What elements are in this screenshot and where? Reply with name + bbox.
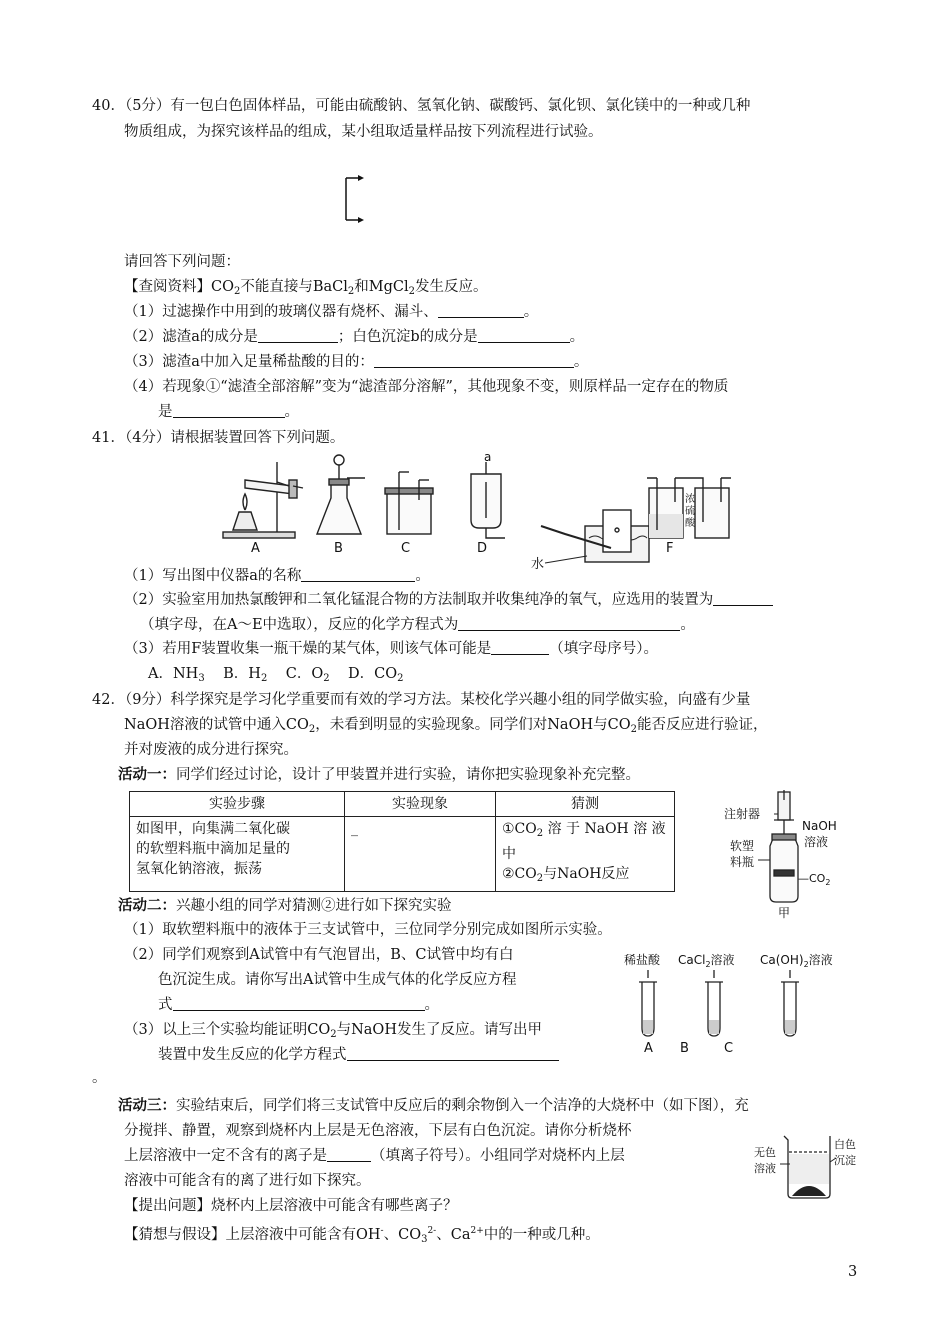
acid-label-2: 硫 [685,506,695,517]
tube-a: A [644,1041,653,1056]
answer-blank[interactable] [374,353,574,368]
table-cell-step: 如图甲，向集满二氧化碳 的软塑料瓶中滴加足量的 氢氧化钠溶液，振荡 [130,817,345,892]
apparatus-d [471,462,505,538]
apparatus-e [541,510,649,562]
q41-sub2b: （填字母，在A～E中选取），反应的化学方程式为 。 [140,617,695,633]
q42-question: 【提出问题】烧杯内上层溶液中可能含有哪些离子？ [124,1198,458,1214]
water-label: 水 [531,557,545,572]
answer-blank[interactable] [478,328,570,343]
answer-blank[interactable] [713,591,773,606]
tube-c: C [724,1041,734,1056]
test-tubes-figure [620,948,850,1058]
q41-sub3: （3）若用F装置收集一瓶干燥的某气体，则该气体可能是 （填字母序号）。 [124,641,659,657]
q40-sub3: （3）滤渣a中加入足量稀盐酸的目的： 。 [124,354,589,370]
device-jia [722,790,852,920]
apparatus-label-f: F [666,541,674,556]
q42-a2-2b: 色沉淀生成。请你写出A试管中生成气体的化学反应方程 [158,972,517,988]
q42-a3-4: 溶液中可能含有的离了进行如下探究。 [124,1173,371,1189]
answer-blank[interactable] [327,1147,371,1162]
table-cell-guess: $①CO_2$ 溶 于 NaOH 溶 液 中 $②CO_2$与NaOH反应 [496,817,675,892]
q42-act1: 活动一：同学们经过讨论，设计了甲装置并进行实验，请你把实验现象补充完整。 [118,766,640,783]
q42-a2-3c: 装置中发生反应的化学方程式 [158,1045,559,1065]
apparatus-b [317,455,365,534]
q40-sub2: （2）滤渣a的成分是 ；白色沉淀b的成分是 。 [124,329,585,345]
page-number: 3 [848,1264,858,1280]
beaker-label-r2: 沉淀 [834,1154,856,1167]
q42-a2-3-period: 。 [92,1070,107,1086]
apparatus-label-d: D [477,541,488,556]
jia-co2: $—CO_2$ [798,872,831,887]
jia-naoh-solution: 溶液 [804,835,829,849]
q42-a3-3: 上层溶液中一定不含有的离子是 （填离子符号）。小组同学对烧杯内上层 [124,1148,625,1164]
q42-a2-1: （1）取软塑料瓶中的液体于三支试管中，三位同学分别完成如图所示实验。 [124,922,612,938]
q40-prompt: 请回答下列问题： [124,254,240,270]
beaker-label-r1: 白色 [834,1138,856,1151]
q42-a2-3a: （3）以上三个实验均能证明$CO_2$与NaOH发生了反应。请写出甲 [124,1022,542,1040]
q40-sub1: （1）过滤操作中用到的玻璃仪器有烧杯、漏斗、 。 [124,304,539,320]
q42-line3: 并对废液的成分进行探究。 [124,742,298,758]
q40-line1: 40．（5分）有一包白色固体样品，可能由硫酸钠、氢氧化钠、碳酸钙、氯化钡、氯化镁中的一种或几种 [92,98,751,114]
table-header: 实验现象 [345,792,496,817]
flow-bracket [338,172,368,226]
q41-title: 41．（4分）请根据装置回答下列问题。 [92,430,345,446]
answer-blank[interactable] [173,403,285,418]
tube-label-caoh2: $Ca(OH)_2$溶液 [760,953,833,969]
beaker-label-l1: 无色 [754,1146,776,1159]
acid-label-3: 酸 [685,518,695,529]
jia-bottle-1: 软塑 [730,839,755,853]
answer-blank[interactable] [347,1046,559,1061]
q42-a2-2c: 式 。 [158,997,439,1013]
apparatus-c [385,472,433,534]
table-header: 猜测 [496,792,675,817]
table-header: 实验步骤 [130,792,345,817]
answer-blank[interactable] [438,303,524,318]
table-cell-phenomenon[interactable]: _ [345,817,496,892]
q42-a2-2a: （2）同学们观察到A试管中有气泡冒出，B、C试管中均有白 [124,947,514,963]
answer-blank[interactable] [458,616,680,631]
q42-act3: 活动三：实验结束后，同学们将三支试管中反应后的剩余物倒入一个洁净的大烧杯中（如下图），充 [118,1097,749,1114]
tube-b: B [680,1041,689,1056]
q42-act2: 活动二：兴趣小组的同学对猜测②进行如下探究实验 [118,897,452,914]
answer-blank[interactable] [301,567,415,582]
q41-sub1: （1）写出图中仪器a的名称 。 [124,568,430,584]
q42-a3-2: 分搅拌、静置，观察到烧杯内上层是无色溶液，下层有白色沉淀。请你分析烧杯 [124,1123,632,1139]
apparatus-figure [215,452,735,576]
apparatus-label-b: B [334,541,343,556]
answer-blank[interactable] [491,640,549,655]
q40-info: 【查阅资料】$CO_2$不能直接与BaCl$_2$和MgCl$_2$发生反应。 [124,279,488,297]
q41-options: A．$NH_3$ B．$H_2$ C．$O_2$ D．$CO_2$ [148,666,404,684]
answer-blank[interactable] [258,328,338,343]
q40-sub4b: 是 。 [158,404,299,420]
q42-line2: NaOH溶液的试管中通入$CO_2$，未看到明显的实验现象。同学们对NaOH与$CO_2$能否反应进行验证， [124,717,768,735]
q42-line1: 42．（9分）科学探究是学习化学重要而有效的学习方法。某校化学兴趣小组的同学做实验，向盛有少量 [92,692,751,708]
apparatus-label-a: A [251,541,260,556]
apparatus-a [223,462,303,538]
q40-line2: 物质组成，为探究该样品的组成，某小组取适量样品按下列流程进行试验。 [124,124,603,140]
jia-bottle-2: 料瓶 [730,855,755,869]
acid-label-1: 浓 [685,494,695,505]
q42-hypothesis: 【猜想与假设】上层溶液中可能含有OH-、$CO_3^{2-}$、$Ca^{2+}$中的一种或几种。 [124,1226,600,1245]
apparatus-label-c: C [401,541,411,556]
jia-naoh: NaOH [802,819,837,833]
tube-label-cacl2: CaCl$_2$溶液 [678,953,735,969]
instrument-a-label: a [484,452,492,464]
beaker-figure [752,1132,872,1204]
q41-sub2: （2）实验室用加热氯酸钾和二氧化锰混合物的方法制取并收集纯净的氧气，应选用的装置为 [124,590,773,610]
beaker-label-l2: 溶液 [754,1162,776,1175]
answer-blank[interactable] [173,996,425,1011]
experiment-table [129,791,675,892]
tube-label-hcl: 稀盐酸 [624,953,661,967]
jia-syringe: 注射器 [724,807,761,821]
q40-sub4: （4）若现象①“滤渣全部溶解”变为“滤渣部分溶解”，其他现象不变，则原样品一定存在的物质 [124,379,729,395]
jia-name: 甲 [778,906,791,920]
